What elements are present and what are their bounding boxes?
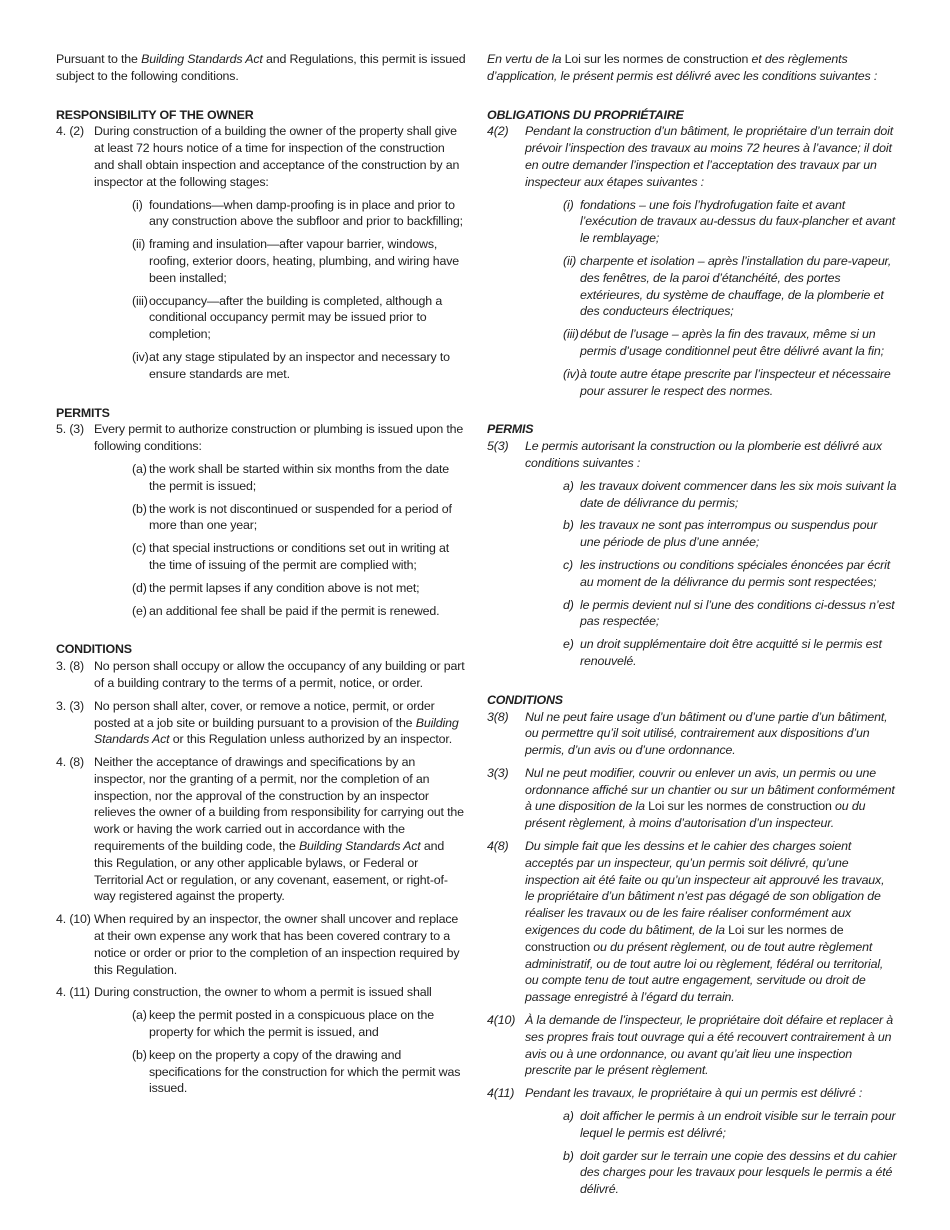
sub-item [132,580,466,597]
sub-item-text: doit afficher le permis à un endroit visible sur le terrain pour lequel le permis est délivré; [580,1109,896,1140]
french-column [487,51,897,1220]
section-heading: PERMITS [56,405,110,420]
clause-number: 4(11) [487,1086,515,1101]
sub-item [132,236,466,286]
sub-item [563,1148,897,1198]
act-title: Loi sur les normes de construction [525,923,844,954]
clause-number: 4. (10) [56,912,91,927]
clause [56,658,466,692]
sub-item [132,293,466,343]
clause [487,838,897,1006]
sub-item-text: the permit lapses if any condition above is not met; [149,580,420,595]
sub-item-label: (iv) [563,366,580,381]
sub-item-text: at any stage stipulated by an inspector and necessary to ensure standards are met. [149,349,450,381]
clause-number: 4(10) [487,1013,516,1028]
clause-text: Nul ne peut modifier, couvrir ou enlever un avis, un permis ou une ordonnance affiché sur un chantier ou sur un bâtiment conformément à une disposition de la Loi sur les normes de construction ou du présent règlement, à moins d’autorisation d’un inspecteur. [525,765,895,831]
sub-item-label: (ii) [132,237,146,252]
clause-number: 3. (3) [56,698,85,713]
clause [56,911,466,978]
sub-item-label: a) [563,478,574,493]
clause [56,123,466,382]
act-title: Building Standards Act [141,52,263,66]
sub-item [132,461,466,495]
clause [487,123,897,399]
clause-text: Neither the acceptance of drawings and specifications by an inspector, nor the granting of a permit, nor the completion of an inspection, nor the approval of the construction by an inspector relieves the owner of a building from responsibility for carrying out the work or having the work carried out in accordance with the requirements of the building code, the Building Standards Act and this Regulation, or any other applicable bylaws, or Federal or Territorial Act or regulation, or any covenant, easement, or right-of-way registered against the property. [94,755,464,904]
sub-item [132,1047,466,1097]
act-title: Loi sur les normes de construction [648,799,832,814]
sub-item [563,597,897,631]
clause-number: 3(8) [487,709,509,724]
clause-text: No person shall occupy or allow the occupancy of any building or part of a building contrary to the terms of a permit, notice, or order. [94,659,465,690]
clause-text: No person shall alter, cover, or remove a notice, permit, or order posted at a job site or building pursuant to a provision of the Building Standards Act or this Regulation unless authorized by an inspector. [94,698,459,747]
sub-item-label: c) [563,557,574,572]
clause-number: 3(3) [487,765,509,780]
sub-item-label: (iii) [132,293,148,308]
clause-number: 5. (3) [56,422,85,437]
clause [56,421,466,619]
clause-text: Du simple fait que les dessins et le cahier des charges soient acceptés par un inspecteur, qu’un permis soit délivré, qu’une inspection ait été faite ou qu’un inspecteur ait approuvé les travaux, le propriétaire d’un bâtiment n’est pas dégagé de son obligation de réaliser les travaux ou de les faire réaliser conformément aux exigences du code du bâtiment, de la Loi sur les normes de construction ou du présent règlement, ou de tout autre règlement administratif, ou de tout autre loi ou règlement, fédéral ou territorial, ou compte tenu de tout autre engagement, servitude ou droit de passage enregistré à l’égard du terrain. [525,839,885,1005]
clause [487,765,897,832]
sub-item-label: d) [563,597,574,612]
sub-item-text: the work shall be started within six months from the date the permit is issued; [149,461,449,493]
english-column [56,51,466,1119]
sub-item-text: keep the permit posted in a conspicuous place on the property for which the permit is issued, and [149,1008,434,1040]
sub-item-text: les instructions ou conditions spéciales énoncées par écrit au moment de la délivrance du permis sont respectées; [580,557,891,589]
sub-item-label: (iv) [132,349,149,364]
clause [487,438,897,670]
section-owner [56,107,466,383]
sub-item-text: les travaux doivent commencer dans les six mois suivant la date de délivrance du permis; [580,478,897,510]
sub-item-label: (a) [132,461,147,476]
sub-item-text: début de l’usage – après la fin des travaux, même si un permis d’usage conditionnel peut être délivré avant la fin; [580,327,884,358]
sub-item-text: à toute autre étape prescrite par l’inspecteur et nécessaire pour assurer le respect des normes. [580,366,891,398]
sub-item-label: (a) [132,1008,147,1023]
clause-text: Pendant la construction d’un bâtiment, le propriétaire d’un terrain doit prévoir l’inspection des travaux au moins 72 heures à l’avance; il doit en outre demander l’inspection et l’acceptation des travaux par un inspecteur aux étapes suivantes : [525,124,894,189]
clause [487,709,897,759]
sub-item-text: the work is not discontinued or suspended for a period of more than one year; [149,501,452,533]
sub-item [132,603,466,620]
clause-text: Le permis autorisant la construction ou la plomberie est délivré aux conditions suivantes : [525,439,882,470]
sub-item-label: (i) [563,197,574,212]
section-heading: CONDITIONS [487,692,563,707]
clause-number: 4(8) [487,839,509,854]
sub-item-text: le permis devient nul si l’une des conditions ci-dessus n’est pas respectée; [580,597,895,629]
sub-item-text: keep on the property a copy of the drawing and specifications for the construction for which the permit was issued. [149,1047,461,1096]
sub-item-label: e) [563,637,574,652]
sub-item [563,326,897,360]
section-heading: RESPONSIBILITY OF THE OWNER [56,107,254,122]
clause-text: When required by an inspector, the owner shall uncover and replace at their own expense any work that has been covered contrary to a notice or order or prior to the completion of an inspection required by this Regulation. [94,912,460,977]
clause-number: 4. (11) [56,985,90,1000]
sub-item-label: a) [563,1109,574,1124]
sub-item [132,1007,466,1041]
section-heading: OBLIGATIONS DU PROPRIÉTAIRE [487,107,684,122]
section-conditions [487,692,897,1198]
clause-text: À la demande de l’inspecteur, le propriétaire doit défaire et replacer à ses propres frais tout ouvrage qui a été recouvert contrairement à un avis ou à une ordonnance, ou avant qu’ait lieu une inspection prescrite par le présent règlement. [525,1013,894,1078]
section-permits [487,421,897,669]
clause-text: Every permit to authorize construction or plumbing is issued upon the following conditions: [94,422,464,454]
sub-item [563,1108,897,1142]
sub-item [563,557,897,591]
sub-item-label: (iii) [563,327,579,342]
sub-item-text: an additional fee shall be paid if the permit is renewed. [149,603,440,618]
clause-text: During construction of a building the owner of the property shall give at least 72 hours notice of a time for inspection of the construction and shall obtain inspection and acceptance of the construction by an inspector at the following stages: [94,124,460,189]
sub-item-label: (d) [132,580,147,595]
sub-item [132,501,466,535]
sub-item-label: b) [563,1148,574,1163]
section-owner [487,107,897,400]
clause-text: During construction, the owner to whom a permit is issued shall [94,985,432,1000]
sub-item-label: (b) [132,501,147,516]
section-heading: PERMIS [487,422,534,437]
section-heading: CONDITIONS [56,642,132,657]
sub-item [563,366,897,400]
intro-paragraph: En vertu de la Loi sur les normes de construction et des règlements d’application, le présent permis est délivré avec les conditions suivantes : [487,52,878,83]
clause [487,1012,897,1079]
sub-item-text: fondations – une fois l’hydrofugation faite et avant l’exécution de travaux au-dessus du faux-plancher et avant le remblayage; [580,197,896,246]
sub-item-text: charpente et isolation – après l’installation du pare-vapeur, des fenêtres, de la paroi d’étanchéité, des portes extérieures, du système de chauffage, de la plomberie et des conducteurs électriques; [580,253,892,319]
sub-item-text: framing and insulation—after vapour barrier, windows, roofing, exterior doors, heating, plumbing, and wiring have been installed; [149,237,460,285]
sub-item [132,349,466,383]
act-title: Building Standards Act [298,839,421,854]
clause-number: 5(3) [487,439,509,454]
sub-item-label: (e) [132,603,147,618]
intro-paragraph: Pursuant to the Building Standards Act and Regulations, this permit is issued subject to the following conditions. [56,52,466,83]
clause-text: Nul ne peut faire usage d’un bâtiment ou d’une partie d’un bâtiment, ou permettre qu’il soit utilisé, contrairement aux dispositions d’un permis, d’un avis ou d’une ordonnance. [525,709,888,758]
sub-item [563,517,897,551]
clause-number: 3. (8) [56,659,85,674]
sub-item [132,540,466,574]
sub-item-label: b) [563,518,574,533]
sub-item-text: un droit supplémentaire doit être acquitté si le permis est renouvelé. [580,637,882,668]
section-permits [56,405,466,620]
clause [487,1085,897,1198]
clause [56,754,466,905]
clause-number: 4. (8) [56,755,85,770]
sub-item-text: foundations—when damp-proofing is in place and prior to any construction above the subfloor and prior to backfilling; [149,197,463,229]
section-conditions [56,641,466,1097]
sub-item [563,636,897,670]
sub-item-text: doit garder sur le terrain une copie des dessins et du cahier des charges pour les travaux pour lesquels le permis a été délivré. [580,1148,897,1197]
sub-item-label: (b) [132,1047,147,1062]
sub-item-text: that special instructions or conditions set out in writing at the time of issuing of the permit are complied with; [149,541,450,572]
sub-item-label: (c) [132,541,146,556]
sub-item [563,253,897,320]
clause [56,698,466,748]
sub-item-text: occupancy—after the building is completed, although a conditional occupancy permit may be issued prior to completion; [149,293,443,342]
clause [56,984,466,1097]
sub-item-label: (ii) [563,253,577,268]
clause-number: 4(2) [487,124,509,139]
sub-item [563,478,897,512]
sub-item-label: (i) [132,197,143,212]
sub-item [132,197,466,231]
act-title: Loi sur les normes de construction [564,52,749,66]
clause-number: 4. (2) [56,124,85,139]
sub-item [563,197,897,247]
clause-text: Pendant les travaux, le propriétaire à qui un permis est délivré : [525,1086,863,1101]
sub-item-text: les travaux ne sont pas interrompus ou suspendus pour une période de plus d’une année; [580,518,878,550]
act-title: Building Standards Act [94,715,459,747]
